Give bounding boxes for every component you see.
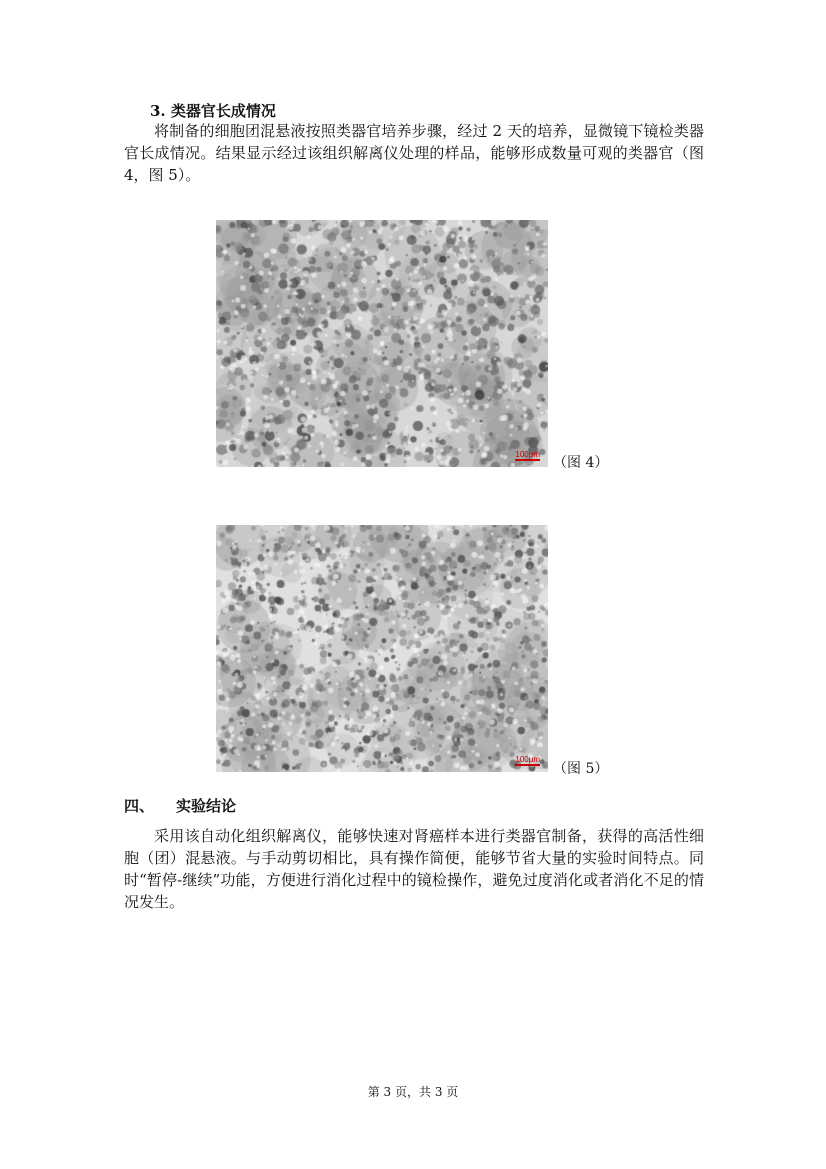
scale-bar: 100μm: [515, 755, 540, 764]
figure-caption: （图 4）: [553, 455, 609, 471]
section-title: 实验结论: [176, 797, 237, 815]
section-heading: [124, 795, 258, 816]
section-heading: 3. 类器官长成情况: [150, 102, 276, 120]
section-paragraph: 将制备的细胞团混悬液按照类器官培养步骤，经过 2 天的培养，显微镜下镜检类器官长成情况。结果显示经过该组织解离仪处理的样品，能够形成数量可观的类器官（图 4，图 5）。: [124, 122, 704, 184]
section-paragraph: 采用该自动化组织解离仪，能够快速对肾癌样本进行类器官制备，获得的高活性细胞（团）混悬液。与手动剪切相比，具有操作简便，能够节省大量的实验时间特点。同时“暂停-继续”功能，方便进行消化过程中的镜检操作，避免过度消化或者消化不足的情况发生。: [124, 827, 704, 911]
section-number: 四、: [124, 797, 155, 815]
scale-bar: 100μm: [515, 450, 540, 459]
page-footer: 第 3 页，共 3 页: [367, 1085, 459, 1099]
micrograph-figure-4: [216, 220, 548, 467]
figure-caption: （图 5）: [553, 761, 609, 777]
micrograph-figure-5: [216, 525, 548, 772]
